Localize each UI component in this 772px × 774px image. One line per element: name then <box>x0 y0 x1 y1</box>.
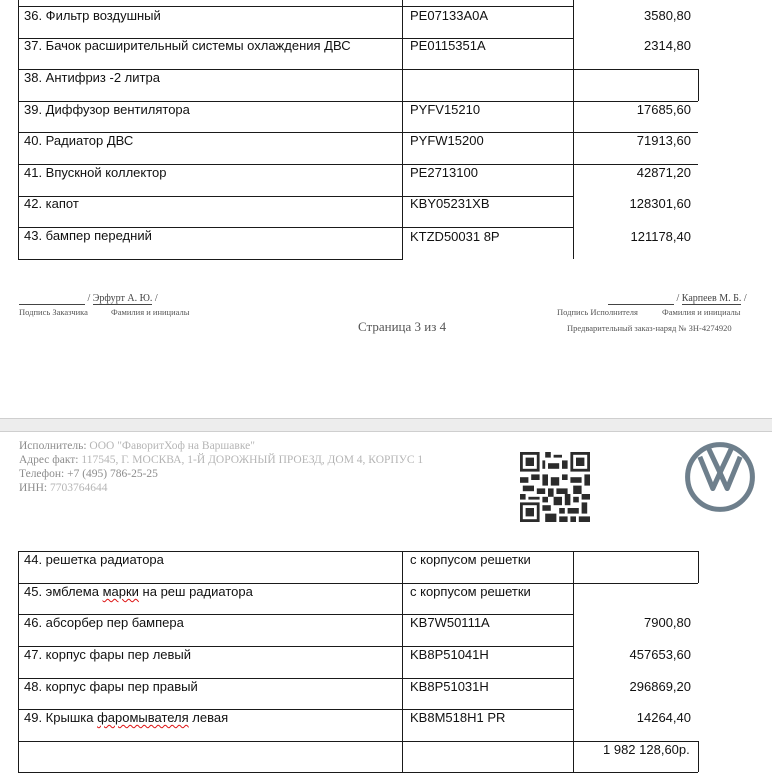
item-code: KB8P51041H <box>410 647 489 662</box>
spellcheck-word: марки <box>102 584 139 599</box>
item-price: 121178,40 <box>630 229 691 244</box>
table-rule <box>698 551 699 583</box>
customer-signature-line: / Эрфурт А. Ю. / <box>19 293 158 305</box>
table-rule <box>402 0 403 259</box>
executor-signature-line: / Карпеев М. Б. / <box>608 293 747 305</box>
table-rule <box>18 259 403 260</box>
executor-signature-blank <box>608 293 674 305</box>
qr-code-icon <box>520 452 590 522</box>
inn-label: ИНН: <box>19 482 48 494</box>
customer-signature-caption: Подпись Заказчика <box>19 307 88 317</box>
table-rule <box>402 551 403 772</box>
phone-line <box>19 467 158 481</box>
page-separator <box>0 418 772 432</box>
item-price: 2314,80 <box>644 38 691 53</box>
item-name: 40. Радиатор ДВС <box>24 133 134 148</box>
order-number: Предварительный заказ-наряд № ЗН-4274920 <box>567 323 732 333</box>
item-price: 42871,20 <box>636 165 691 180</box>
executor-name-caption: Фамилия и инициалы <box>662 307 741 317</box>
table-rule <box>18 6 573 7</box>
spellcheck-word: фаромывателя <box>97 710 189 725</box>
executor-line <box>19 439 255 453</box>
phone-label: Телефон: <box>19 468 65 480</box>
inn-line <box>19 481 108 495</box>
item-name: 43. бампер передний <box>24 228 152 243</box>
item-code: с корпусом решетки <box>410 552 531 567</box>
item-code: PE0115351A <box>410 38 486 53</box>
item-name: 38. Антифриз -2 литра <box>24 70 160 85</box>
item-code: KB8P51031H <box>410 679 489 694</box>
item-code: PYFW15200 <box>410 133 484 148</box>
item-name: 44. решетка радиатора <box>24 552 164 567</box>
item-name: 37. Бачок расширительный системы охлаждения ДВС <box>24 38 351 53</box>
table-rule <box>18 0 19 259</box>
item-price: 296869,20 <box>629 679 691 694</box>
item-price: 17685,60 <box>636 102 691 117</box>
item-name: 41. Впускной коллектор <box>24 165 167 180</box>
table-rule <box>18 772 698 773</box>
executor-label: Исполнитель: <box>19 440 87 452</box>
table-rule <box>698 69 699 101</box>
total-amount: 1 982 128,60р. <box>603 742 690 757</box>
executor-name: Карпеев М. Б. <box>681 293 742 304</box>
table-rule <box>18 741 698 742</box>
address-value: 117545, Г. МОСКВА, 1-Й ДОРОЖНЫЙ ПРОЕЗД, ДОМ 4, КОРПУС 1 <box>81 454 424 466</box>
table-rule <box>18 196 573 197</box>
customer-name: Эрфурт А. Ю. <box>92 293 153 304</box>
item-code: KBY05231XB <box>410 196 490 211</box>
item-price: 3580,80 <box>644 8 691 23</box>
address-label: Адрес факт: <box>19 454 79 466</box>
item-price: 128301,60 <box>629 196 691 211</box>
item-code: KB8M518H1 PR <box>410 710 506 725</box>
table-rule <box>698 741 699 772</box>
customer-name-caption: Фамилия и инициалы <box>111 307 190 317</box>
item-code: PE07133A0A <box>410 8 489 23</box>
item-price: 71913,60 <box>636 133 691 148</box>
address-line <box>19 453 423 467</box>
item-name: 36. Фильтр воздушный <box>24 8 161 23</box>
inn-value: 7703764644 <box>50 482 108 494</box>
phone-value: +7 (495) 786-25-25 <box>67 468 158 480</box>
table-rule <box>18 551 19 772</box>
item-name: 42. капот <box>24 196 79 211</box>
item-code: с корпусом решетки <box>410 584 531 599</box>
executor-value: ООО "ФаворитХоф на Варшавке" <box>89 440 255 452</box>
executor-signature-caption: Подпись Исполнителя <box>557 307 638 317</box>
item-price: 457653,60 <box>629 647 691 662</box>
item-name: 39. Диффузор вентилятора <box>24 102 190 117</box>
item-name: 45. эмблема марки на реш радиатора <box>24 584 253 599</box>
item-price: 14264,40 <box>636 710 691 725</box>
vw-logo-icon <box>684 441 756 513</box>
item-code: PYFV15210 <box>410 102 481 117</box>
item-code: PE2713100 <box>410 165 478 180</box>
item-name: 46. абсорбер пер бампера <box>24 615 184 630</box>
item-name: 47. корпус фары пер левый <box>24 647 192 662</box>
customer-signature-blank <box>19 293 85 305</box>
item-price: 7900,80 <box>644 615 691 630</box>
page-number: Страница 3 из 4 <box>358 319 447 334</box>
item-name: 49. Крышка фаромывателя левая <box>24 710 229 725</box>
item-code: KTZD50031 8P <box>410 229 500 244</box>
item-name: 48. корпус фары пер правый <box>24 679 198 694</box>
item-code: KB7W50111A <box>410 615 490 630</box>
